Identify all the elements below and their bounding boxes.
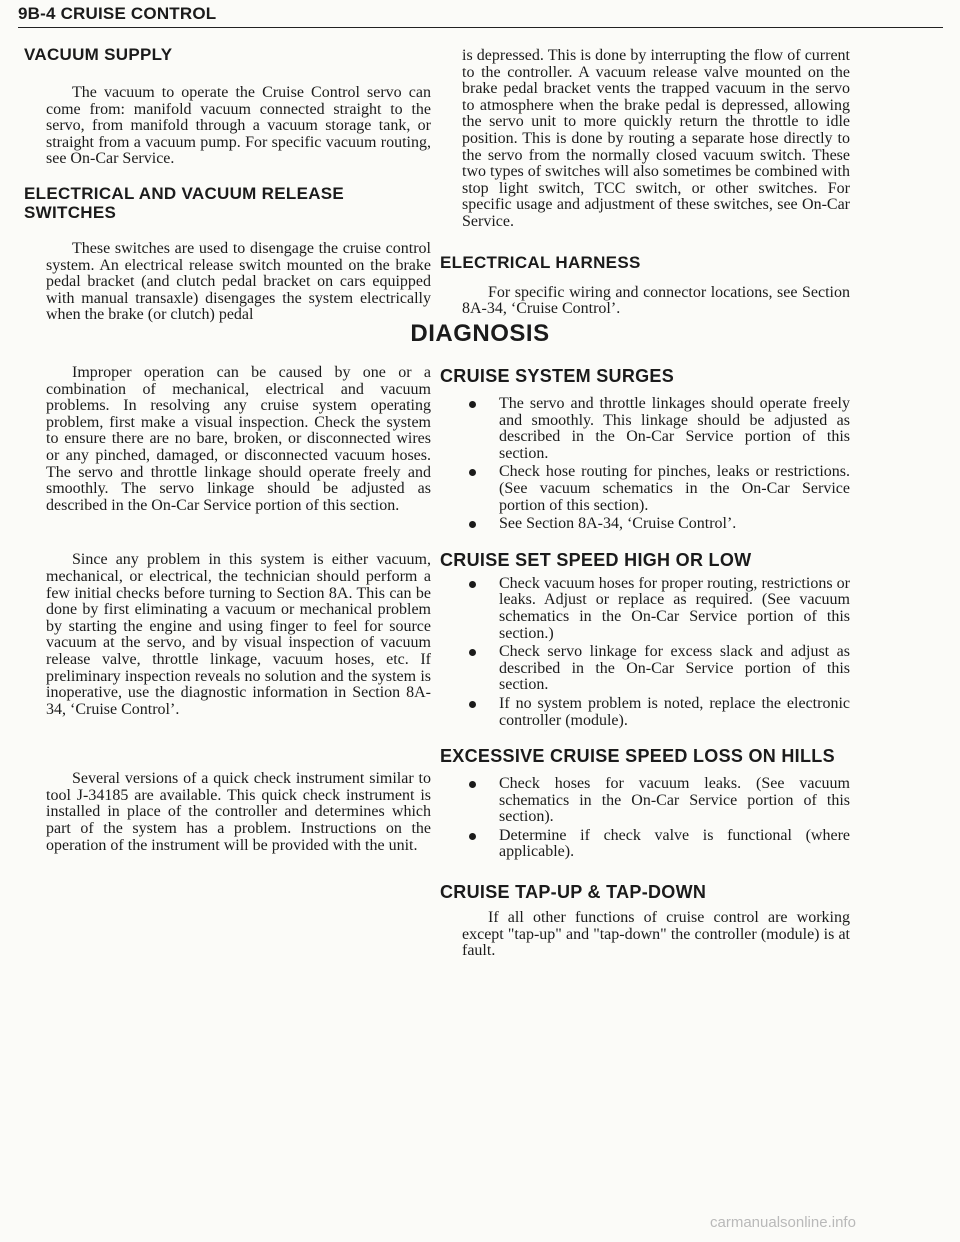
- surges-list: [462, 396, 850, 533]
- list-item: [462, 696, 850, 729]
- bullet-icon: [469, 581, 476, 588]
- list-item-text: Check vacuum hoses for proper routing, restrictions or leaks. Adjust or replace as required. (See vacuum schematics in the On-Car Service portion of this section.): [499, 574, 850, 642]
- list-item: [462, 776, 850, 826]
- surges-heading: CRUISE SYSTEM SURGES: [440, 366, 675, 386]
- list-item: [462, 576, 850, 642]
- bullet-icon: [469, 833, 476, 840]
- bullet-icon: [469, 521, 476, 528]
- bullet-icon: [469, 649, 476, 656]
- vacuum-supply-heading: VACUUM SUPPLY: [24, 45, 173, 64]
- tap-heading: CRUISE TAP-UP & TAP-DOWN: [440, 882, 707, 903]
- electrical-harness-heading: ELECTRICAL HARNESS: [440, 252, 641, 272]
- bullet-icon: [469, 401, 476, 408]
- list-item: [462, 644, 850, 694]
- diagnosis-left-column: [46, 365, 431, 854]
- bullet-icon: [469, 701, 476, 708]
- list-item: [462, 516, 850, 533]
- tap-paragraph: If all other functions of cruise control are working except "tap-up" and "tap-down" the controller (module) is at fault.: [462, 909, 850, 960]
- release-switches-paragraph: These switches are used to disengage the cruise control system. An electrical release switch mounted on the brake pedal bracket (and clutch pedal bracket on cars equipped with manual transaxle) disengages the system electrically when the brake (or clutch) pedal: [46, 239, 431, 324]
- speed-loss-list: [462, 776, 850, 861]
- diagnosis-paragraph-1: Improper operation can be caused by one or a combination of mechanical, electrical and vacuum problems. In resolving any cruise system operating problem, first make a visual inspection. Check the system to ensure there are no bare, broken, or disconnected wires or any pinched, damaged, or disconnected vacuum hoses. The servo and throttle linkage should operate freely and smoothly. The servo linkage should be adjusted as described in the On-Car Service portion of this section.: [46, 364, 431, 514]
- watermark: carmanualsonline.info: [710, 1214, 856, 1231]
- list-item-text: Check hoses for vacuum leaks. (See vacuum schematics in the On-Car Service portion of this section).: [499, 775, 850, 826]
- list-item-text: Determine if check valve is functional (where applicable).: [499, 826, 850, 861]
- electrical-harness-paragraph: For specific wiring and connector locations, see Section 8A-34, ‘Cruise Control’.: [462, 283, 850, 318]
- list-item-text: See Section 8A-34, ‘Cruise Control’.: [499, 515, 737, 533]
- list-item: [462, 464, 850, 514]
- diagnosis-right-column: [440, 366, 850, 960]
- release-switches-continuation: is depressed. This is done by interrupting the flow of current to the controller. A vacuum release valve mounted on the brake pedal bracket vents the trapped vacuum in the servo to atmosphere when the brake pedal is depressed, allowing the servo unit to more quickly return the throttle to idle position. This is done by routing a separate hose directly to the servo from the normally closed vacuum switch. These two types of switches will also sometimes be combined with stop light switch, TCC switch, or other switches. For specific usage and adjustment of these switches, see On-Car Service.: [462, 47, 850, 230]
- diagnosis-paragraph-2: Since any problem in this system is either vacuum, mechanical, or electrical, the technician should perform a few initial checks before turning to Section 8A. This can be done by first eliminating a vacuum or mechanical problem by starting the engine and using finger to feel for source vacuum at the servo, and by visual inspection of vacuum release valve, throttle linkage, vacuum hoses, etc. If preliminary inspection reveals no solution and the system is inoperative, use the diagnostic information in Section 8A-34, ‘Cruise Control’.: [46, 551, 431, 718]
- left-top-column: [24, 45, 431, 324]
- set-speed-heading: CRUISE SET SPEED HIGH OR LOW: [440, 549, 752, 570]
- release-switches-heading: ELECTRICAL AND VACUUM RELEASE SWITCHES: [24, 183, 345, 222]
- vacuum-supply-paragraph: The vacuum to operate the Cruise Control servo can come from: manifold vacuum connected straight to the servo, from manifold through a vacuum storage tank, or straight from a vacuum pump. For specific vacuum routing, see On-Car Service.: [46, 84, 431, 168]
- bullet-icon: [469, 781, 476, 788]
- list-item: [462, 828, 850, 861]
- diagnosis-paragraph-3: Several versions of a quick check instrument similar to tool J-34185 are available. This quick check instrument is installed in place of the controller and determines which part of the system has a problem. Instructions on the operation of the instrument will be provided with the unit.: [46, 770, 431, 854]
- list-item-text: Check hose routing for pinches, leaks or restrictions. (See vacuum schematics in the On-Car Service portion of this section).: [499, 463, 850, 514]
- header-rule: [18, 27, 943, 28]
- bullet-icon: [469, 469, 476, 476]
- right-top-column: [440, 47, 850, 318]
- speed-loss-heading: EXCESSIVE CRUISE SPEED LOSS ON HILLS: [440, 746, 835, 767]
- set-speed-list: [462, 576, 850, 729]
- running-head: 9B-4 CRUISE CONTROL: [18, 4, 217, 23]
- list-item: [462, 396, 850, 462]
- list-item-text: The servo and throttle linkages should operate freely and smoothly. This linkage should be adjusted as described in the On-Car Service portion of this section.: [499, 395, 850, 462]
- list-item-text: If no system problem is noted, replace the electronic controller (module).: [499, 694, 850, 729]
- list-item-text: Check servo linkage for excess slack and adjust as described in the On-Car Service portion of this section.: [499, 643, 850, 694]
- diagnosis-title: DIAGNOSIS: [410, 320, 550, 347]
